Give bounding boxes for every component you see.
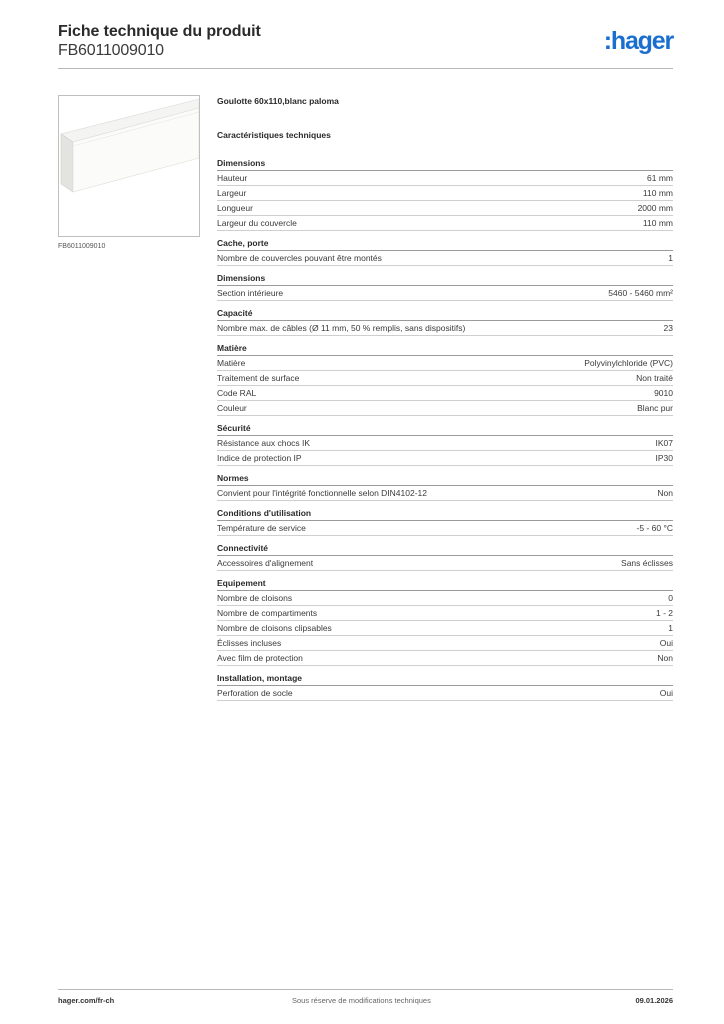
spec-label: Section intérieure xyxy=(217,288,284,298)
spec-group xyxy=(217,236,673,266)
spec-row xyxy=(217,171,673,186)
spec-value: 2000 mm xyxy=(637,203,673,213)
spec-row xyxy=(217,186,673,201)
spec-value: 1 xyxy=(668,623,673,633)
header-divider xyxy=(58,68,673,69)
spec-group xyxy=(217,421,673,466)
spec-value: 0 xyxy=(668,593,673,603)
spec-row xyxy=(217,486,673,501)
spec-value: 61 mm xyxy=(647,173,673,183)
spec-value: Oui xyxy=(659,638,673,648)
spec-row xyxy=(217,521,673,536)
spec-row xyxy=(217,216,673,231)
spec-group xyxy=(217,576,673,666)
spec-group xyxy=(217,306,673,336)
product-image xyxy=(58,95,200,237)
spec-groups xyxy=(217,156,673,701)
spec-row xyxy=(217,606,673,621)
spec-value: 110 mm xyxy=(642,188,673,198)
spec-label: Nombre de compartiments xyxy=(217,608,318,618)
spec-value: Sans éclisses xyxy=(621,558,673,568)
spec-group xyxy=(217,341,673,416)
spec-row xyxy=(217,591,673,606)
spec-value: Polyvinylchloride (PVC) xyxy=(584,358,673,368)
spec-row xyxy=(217,356,673,371)
spec-row xyxy=(217,556,673,571)
spec-value: -5 - 60 °C xyxy=(636,523,673,533)
spec-label: Température de service xyxy=(217,523,306,533)
footer-date: 09.01.2026 xyxy=(635,996,673,1005)
spec-group-title: Conditions d'utilisation xyxy=(217,506,673,521)
spec-label: Avec film de protection xyxy=(217,653,303,663)
spec-group-title: Dimensions xyxy=(217,271,673,286)
spec-label: Hauteur xyxy=(217,173,248,183)
image-caption: FB6011009010 xyxy=(58,243,106,250)
spec-label: Accessoires d'alignement xyxy=(217,558,314,568)
spec-row xyxy=(217,686,673,701)
spec-group xyxy=(217,541,673,571)
spec-value: Non xyxy=(657,653,673,663)
spec-group xyxy=(217,471,673,501)
spec-group-title: Sécurité xyxy=(217,421,673,436)
spec-label: Résistance aux chocs IK xyxy=(217,438,311,448)
spec-row xyxy=(217,651,673,666)
spec-row xyxy=(217,621,673,636)
spec-value: 9010 xyxy=(654,388,673,398)
spec-row xyxy=(217,201,673,216)
spec-row xyxy=(217,386,673,401)
product-name: Goulotte 60x110,blanc paloma xyxy=(217,96,339,106)
spec-group xyxy=(217,156,673,231)
spec-row xyxy=(217,636,673,651)
spec-row xyxy=(217,251,673,266)
spec-value: IP30 xyxy=(655,453,673,463)
spec-row xyxy=(217,371,673,386)
spec-group-title: Dimensions xyxy=(217,156,673,171)
spec-group-title: Matière xyxy=(217,341,673,356)
spec-label: Indice de protection IP xyxy=(217,453,302,463)
spec-group xyxy=(217,271,673,301)
footer-disclaimer: Sous réserve de modifications techniques xyxy=(292,996,431,1005)
spec-value: Blanc pur xyxy=(637,403,673,413)
product-reference: FB6011009010 xyxy=(58,42,164,59)
spec-row xyxy=(217,436,673,451)
spec-label: Largeur xyxy=(217,188,247,198)
spec-label: Code RAL xyxy=(217,388,257,398)
spec-group-title: Equipement xyxy=(217,576,673,591)
spec-group-title: Connectivité xyxy=(217,541,673,556)
spec-value: Non xyxy=(657,488,673,498)
spec-value: 110 mm xyxy=(642,218,673,228)
spec-label: Couleur xyxy=(217,403,247,413)
spec-group-title: Installation, montage xyxy=(217,671,673,686)
spec-group-title: Normes xyxy=(217,471,673,486)
spec-label: Nombre de cloisons clipsables xyxy=(217,623,332,633)
spec-group-title: Cache, porte xyxy=(217,236,673,251)
spec-value: 1 - 2 xyxy=(655,608,673,618)
cable-trunking-illustration xyxy=(59,96,199,236)
spec-label: Nombre max. de câbles (Ø 11 mm, 50 % remplis, sans dispositifs) xyxy=(217,323,466,333)
spec-row xyxy=(217,451,673,466)
hager-logo: :hager xyxy=(603,27,673,55)
spec-label: Perforation de socle xyxy=(217,688,293,698)
spec-value: Oui xyxy=(659,688,673,698)
spec-label: Éclisses incluses xyxy=(217,638,282,648)
spec-row xyxy=(217,286,673,301)
specs-heading: Caractéristiques techniques xyxy=(217,130,331,140)
spec-row xyxy=(217,321,673,336)
spec-row xyxy=(217,401,673,416)
page-header xyxy=(58,22,673,70)
spec-content xyxy=(217,95,673,706)
footer-website-link[interactable]: hager.com/fr-ch xyxy=(58,996,115,1005)
spec-value: 1 xyxy=(668,253,673,263)
spec-label: Nombre de cloisons xyxy=(217,593,293,603)
spec-label: Largeur du couvercle xyxy=(217,218,297,228)
footer-divider xyxy=(58,989,673,990)
spec-group-title: Capacité xyxy=(217,306,673,321)
spec-label: Longueur xyxy=(217,203,253,213)
spec-label: Matière xyxy=(217,358,246,368)
spec-group xyxy=(217,671,673,701)
spec-value: IK07 xyxy=(655,438,673,448)
spec-label: Convient pour l'intégrité fonctionnelle selon DIN4102-12 xyxy=(217,488,428,498)
page-title: Fiche technique du produit xyxy=(58,23,261,40)
spec-label: Traitement de surface xyxy=(217,373,300,383)
spec-value: 23 xyxy=(663,323,673,333)
spec-value: 5460 - 5460 mm² xyxy=(608,288,673,298)
spec-group xyxy=(217,506,673,536)
spec-value: Non traité xyxy=(636,373,673,383)
spec-label: Nombre de couvercles pouvant être montés xyxy=(217,253,382,263)
